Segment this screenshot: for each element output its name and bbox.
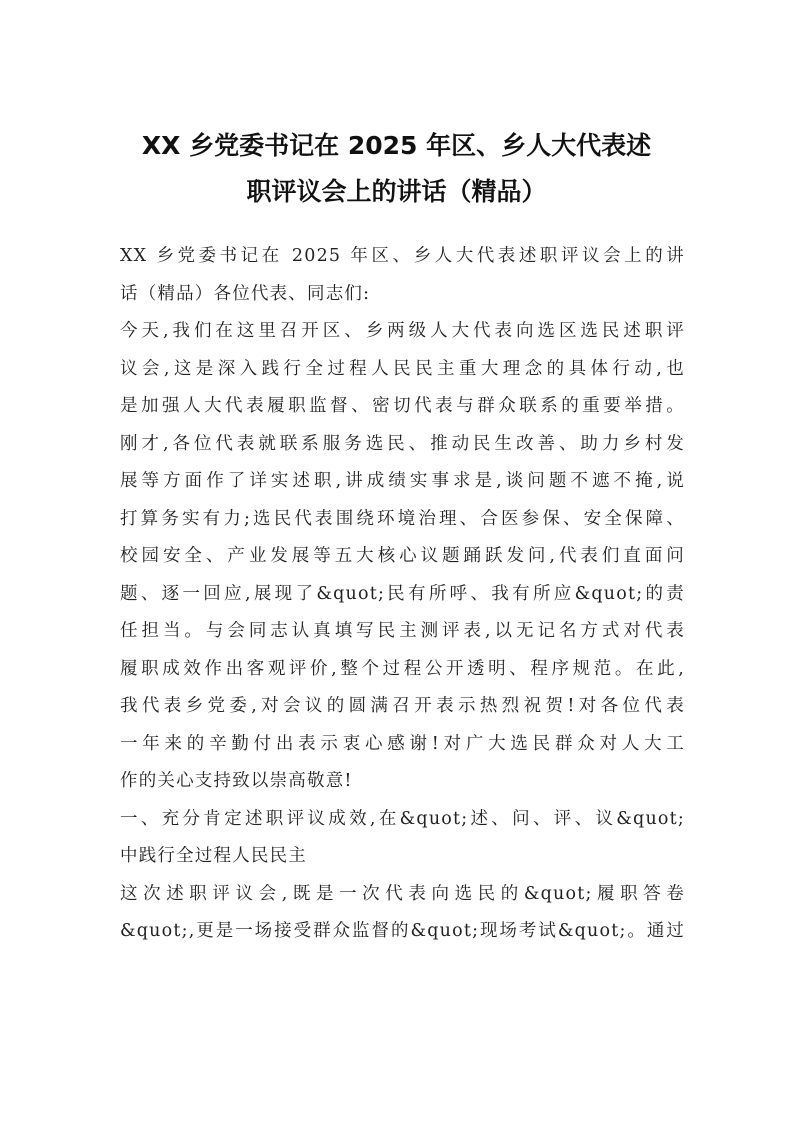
body-line: XX 乡党委书记在 2025 年区、乡人大代表述职评议会上的讲: [120, 246, 685, 266]
body-line: 话（精品）各位代表、同志们:: [120, 283, 371, 304]
body-line: 作的关心支持致以崇高敬意!: [120, 771, 353, 791]
section-heading-line: 中践行全过程人民民主: [120, 846, 307, 866]
body-line: 打算务实有力;选民代表围绕环境治理、合医参保、安全保障、: [120, 508, 685, 529]
body-line: 展等方面作了详实述职,讲成绩实事求是,谈问题不遮不掩,说: [120, 471, 685, 491]
body-line: 校园安全、产业发展等五大核心议题踊跃发问,代表们直面问: [120, 546, 685, 566]
document-body: [120, 238, 685, 951]
body-line: 履职成效作出客观评价,整个过程公开透明、程序规范。在此,: [120, 658, 685, 679]
body-line: 题、逐一回应,展现了&quot;民有所呼、我有所应&quot;的责: [120, 583, 685, 604]
body-line: 我代表乡党委,对会议的圆满召开表示热烈祝贺!对各位代表: [120, 696, 685, 716]
document-title-line-2: 职评议会上的讲话（精品）: [246, 177, 547, 206]
section-heading-line: 一、充分肯定述职评议成效,在&quot;述、问、评、议&quot;: [120, 808, 685, 829]
document-title-line-1: XX 乡党委书记在 2025 年区、乡人大代表述: [141, 131, 652, 160]
body-line: 刚才,各位代表就联系服务选民、推动民生改善、助力乡村发: [120, 433, 685, 454]
body-line: &quot;,更是一场接受群众监督的&quot;现场考试&quot;。通过: [120, 921, 685, 941]
body-line: 任担当。与会同志认真填写民主测评表,以无记名方式对代表: [120, 621, 685, 641]
body-line: 议会,这是深入践行全过程人民民主重大理念的具体行动,也: [120, 358, 685, 379]
body-line: 这次述职评议会,既是一次代表向选民的&quot;履职答卷: [120, 883, 685, 904]
body-line: 今天,我们在这里召开区、乡两级人大代表向选区选民述职评: [120, 321, 685, 341]
body-line: 一年来的辛勤付出表示衷心感谢!对广大选民群众对人大工: [120, 733, 685, 754]
body-line: 是加强人大代表履职监督、密切代表与群众联系的重要举措。: [120, 396, 685, 416]
